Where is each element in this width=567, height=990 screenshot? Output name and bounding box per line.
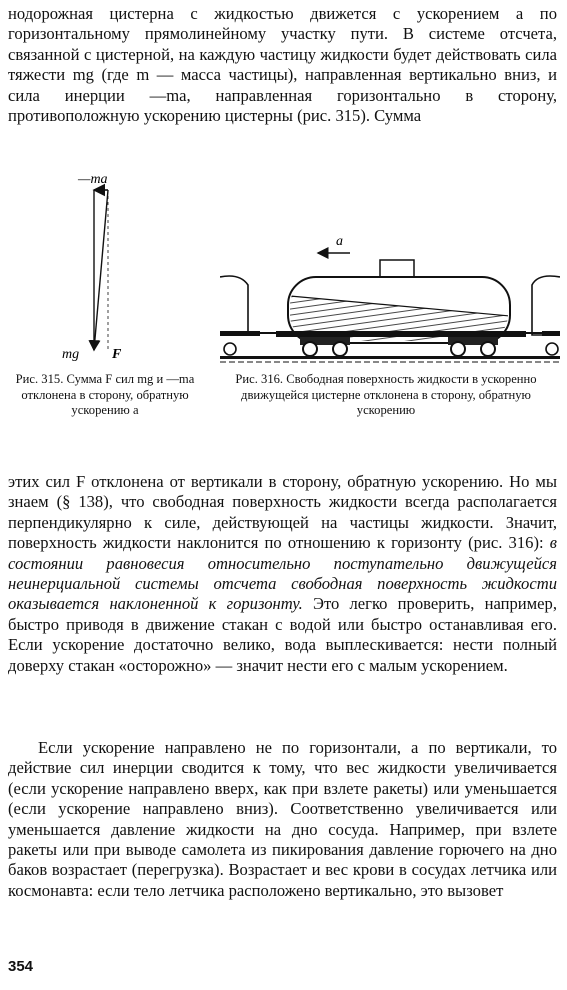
fig315-force-diagram (50, 168, 160, 363)
fig315-caption: Рис. 315. Сумма F сил mg и —ma отклонена в сторону, обратную ускорению a (15, 372, 195, 417)
main-paragraph (8, 472, 557, 676)
fig316-label-a: a (336, 234, 343, 249)
resultant-force-arrow (94, 190, 108, 350)
paragraph2-italic-statement: в состоянии равновесия относительно поступательно движущейся неинерциальной системы отсчета свободная поверхность жидкости оказывается наклоненной к горизонту. (8, 533, 557, 614)
fig315-label-mg: mg (62, 347, 80, 362)
page-number: 354 (8, 958, 34, 975)
paragraph2-part1: этих сил F отклонена от вертикали в сторону, обратную ускорению. Но мы знаем (§ 138), что свободная поверхность жидкости всегда располагается перпендикулярно к силе, действующей на частицы жидкости. Значит, поверхность жидкости наклонится по отношению к горизонту (рис. 316): (8, 472, 557, 553)
paragraph3: Если ускорение направлено не по горизонтали, а по вертикали, то действие сил инерции сводится к тому, что вес жидкости увеличивается (если ускорение направлено вверх, как при взлете ракеты) или уменьшается (если ускорение направлено вниз). Соответственно увеличивается или уменьшается давление жидкости на дно сосуда. Например, при взлете ракеты или при выводе самолета из пикирования давление горючего на дно баков возрастает (перегрузка). Возрастает и вес крови в сосудах летчика или космонавта: если тело летчика расположено вертикально, это вызовет (8, 738, 557, 900)
fig315-label-ma: —ma (78, 172, 108, 187)
paragraph2-part2: Это легко проверить, например, быстро приводя в движение стакан с водой или быстро останавливая его. Если ускорение достаточно велико, вода выплескивается: нести полный доверху стакан «осторожно» — значит нести его с малым ускорением. (8, 594, 557, 675)
fig316-tank-car (220, 225, 560, 365)
top-paragraph: нодорожная цистерна с жидкостью движется с ускорением a по горизонтальному прямолинейному участку пути. В системе отсчета, связанной с цистерной, на каждую частицу жидкости будет действовать сила тяжести mg (где m — масса частицы), направленная вертикально вниз, и сила инерции —ma, направленная горизонтально в сторону, противоположную ускорению цистерны (рис. 315). Сумма (8, 4, 557, 126)
fig315-label-F: F (112, 347, 122, 362)
fig316-caption: Рис. 316. Свободная поверхность жидкости в ускоренно движущейся цистерне отклонена в сторону, обратную ускорению (235, 372, 537, 417)
